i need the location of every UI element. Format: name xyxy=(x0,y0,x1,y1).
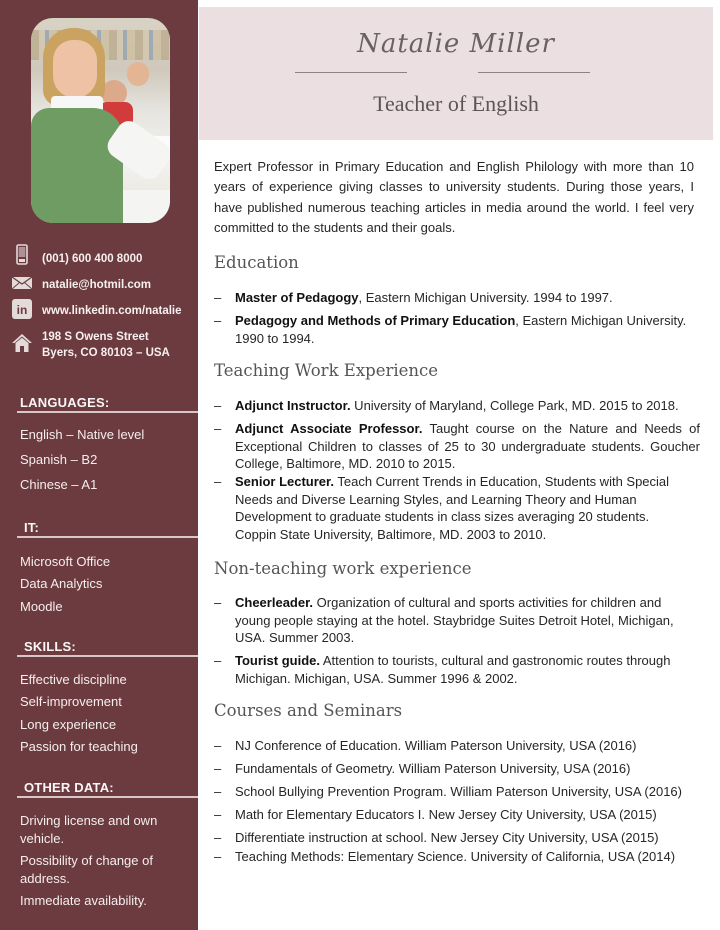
bullet-dash: – xyxy=(214,784,222,799)
course-text: Fundamentals of Geometry. William Paterson University, USA (2016) xyxy=(235,761,631,776)
other-data-divider xyxy=(17,796,198,798)
email-link[interactable]: natalie@hotmil.com xyxy=(42,279,151,291)
bullet-dash: – xyxy=(214,474,222,489)
candidate-name: Natalie Miller xyxy=(357,29,555,59)
header-divider-right xyxy=(478,72,590,73)
course-text: School Bullying Prevention Program. William Paterson University, USA (2016) xyxy=(235,784,682,799)
bullet-dash: – xyxy=(214,807,222,822)
address-line-2: Byers, CO 80103 – USA xyxy=(42,347,170,359)
course-text: NJ Conference of Education. William Paterson University, USA (2016) xyxy=(235,738,637,753)
position-title: Senior Lecturer. xyxy=(235,474,334,489)
position-details: Taught course on the Nature and Needs of Exceptional Children to classes of 25 to 30 undergraduate students. Goucher College, Baltimore, MD. 2010 to 2015. xyxy=(235,421,700,471)
bullet-dash: – xyxy=(214,653,222,668)
degree-details: , Eastern Michigan University. 1994 to 1997. xyxy=(358,290,613,305)
linkedin-icon xyxy=(11,298,33,320)
position-details: Attention to tourists, cultural and gastronomic routes through Michigan. Michigan, USA. Summer 1996 & 2002. xyxy=(235,653,671,686)
it-item: Microsoft Office xyxy=(20,554,111,569)
skill-item: Self-improvement xyxy=(20,694,122,709)
language-item: Chinese – A1 xyxy=(20,477,98,492)
bullet-dash: – xyxy=(214,738,222,753)
position-title: Cheerleader. xyxy=(235,595,314,610)
language-item: Spanish – B2 xyxy=(20,452,98,467)
languages-heading: LANGUAGES: xyxy=(20,395,110,410)
bullet-dash: – xyxy=(214,290,222,305)
position-title: Tourist guide. xyxy=(235,653,320,668)
bullet-dash: – xyxy=(214,421,222,436)
other-data-heading: OTHER DATA: xyxy=(24,780,114,795)
it-heading: IT: xyxy=(24,520,40,535)
skills-heading: SKILLS: xyxy=(24,639,76,654)
profile-summary: Expert Professor in Primary Education and English Philology with more than 10 years of experience giving classes to university students. During those years, I have published numerous teaching articles in media around the world. I feel very committed to the students and their goals. xyxy=(214,159,694,236)
it-divider xyxy=(17,536,198,538)
skill-item: Long experience xyxy=(20,717,117,732)
bullet-dash: – xyxy=(214,595,222,610)
bullet-dash: – xyxy=(214,398,222,413)
phone-icon xyxy=(11,244,33,266)
languages-divider xyxy=(17,411,198,413)
education-heading: Education xyxy=(214,253,299,272)
it-item: Data Analytics xyxy=(20,576,103,591)
other-data-item: Possibility of change of address. xyxy=(20,853,153,886)
degree-name: Pedagogy and Methods of Primary Education xyxy=(235,313,516,328)
course-text: Teaching Methods: Elementary Science. University of California, USA (2014) xyxy=(235,849,676,864)
name-header xyxy=(199,7,713,140)
language-item: English – Native level xyxy=(20,427,145,442)
svg-text:in: in xyxy=(16,303,28,317)
linkedin-link[interactable]: www.linkedin.com/natalie xyxy=(42,305,182,317)
bullet-dash: – xyxy=(214,849,222,864)
bullet-dash: – xyxy=(214,761,222,776)
courses-heading: Courses and Seminars xyxy=(214,701,403,720)
photo-child xyxy=(127,62,149,86)
home-icon xyxy=(11,332,33,354)
profile-photo xyxy=(31,18,170,223)
non-teaching-experience-heading: Non-teaching work experience xyxy=(214,559,472,578)
skill-item: Effective discipline xyxy=(20,672,127,687)
position-title: Adjunct Associate Professor. xyxy=(235,421,423,436)
other-data-item: Immediate availability. xyxy=(20,893,147,908)
envelope-icon xyxy=(11,272,33,294)
header-divider-left xyxy=(295,72,407,73)
skill-item: Passion for teaching xyxy=(20,739,138,754)
photo-sweater xyxy=(31,108,123,223)
address-line-1: 198 S Owens Street xyxy=(42,331,149,343)
photo-face xyxy=(53,40,97,98)
degree-details: , Eastern Michigan University. 1990 to 1994. xyxy=(235,313,687,346)
teaching-experience-heading: Teaching Work Experience xyxy=(214,361,439,380)
job-title: Teacher of English xyxy=(373,91,539,116)
it-item: Moodle xyxy=(20,599,63,614)
position-details: University of Maryland, College Park, MD. 2015 to 2018. xyxy=(350,398,679,413)
position-title: Adjunct Instructor. xyxy=(235,398,351,413)
skills-divider xyxy=(17,655,198,657)
other-data-item: Driving license and own vehicle. xyxy=(20,813,158,846)
position-details: Organization of cultural and sports activities for children and young people staying at the hotel. Staybridge Suites Detroit Hotel, Michigan, USA. Summer 2003. xyxy=(235,595,674,645)
bullet-dash: – xyxy=(214,830,222,845)
position-details: Teach Current Trends in Education, Students with Special Needs and Diverse Learning Styles, and Learning Theory and Human Development to graduate students in class sizes averaging 20 students. Coppin State University, Baltimore, MD. 2003 to 2010. xyxy=(235,474,670,542)
phone-number[interactable]: (001) 600 400 8000 xyxy=(42,253,143,265)
bullet-dash: – xyxy=(214,313,222,328)
sidebar xyxy=(0,0,198,930)
course-text: Differentiate instruction at school. New Jersey City University, USA (2015) xyxy=(235,830,659,845)
course-text: Math for Elementary Educators I. New Jersey City University, USA (2015) xyxy=(235,807,657,822)
degree-name: Master of Pedagogy xyxy=(235,290,359,305)
